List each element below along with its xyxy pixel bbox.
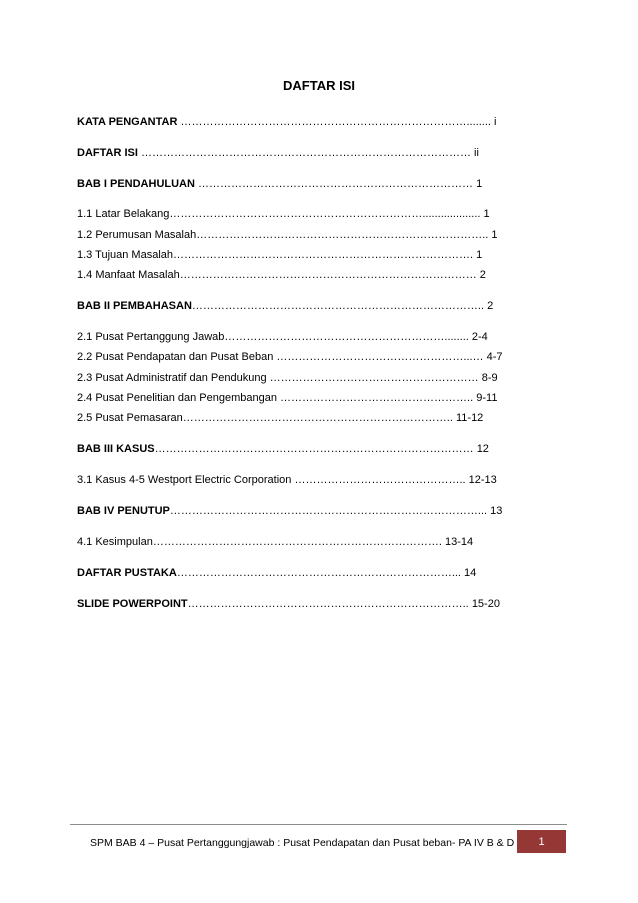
toc-entry-leader: …………………………………………………………………………... bbox=[169, 505, 488, 517]
toc-entry-page: 2 bbox=[479, 269, 486, 281]
toc-entry-page: 8-9 bbox=[481, 372, 498, 384]
toc-entry-leader: ……………………………………………………………………........ bbox=[177, 116, 491, 128]
toc-entry-label: DAFTAR PUSTAKA bbox=[77, 567, 177, 579]
toc-entry-leader: …………………………………………………………………………… bbox=[154, 443, 474, 455]
toc-entry-leader: ………………………………………………………………….. bbox=[187, 598, 469, 610]
toc-entry-page: i bbox=[494, 116, 497, 128]
toc-entry-label: SLIDE POWERPOINT bbox=[77, 598, 188, 610]
toc-entry-label: BAB II PEMBAHASAN bbox=[77, 300, 192, 312]
toc-entry bbox=[77, 566, 530, 580]
toc-entry bbox=[77, 391, 530, 405]
toc-entry-label: DAFTAR ISI bbox=[77, 147, 138, 159]
toc-entry-leader: …………………………………………………………………... bbox=[176, 567, 461, 579]
toc-entry bbox=[77, 330, 530, 344]
toc-entry bbox=[77, 248, 530, 262]
toc-entry-label: BAB IV PENUTUP bbox=[77, 505, 170, 517]
toc-entry bbox=[77, 535, 528, 549]
toc-entry-leader: ………………………………………………………………………. bbox=[173, 249, 474, 261]
toc-entry-page: 1 bbox=[476, 249, 483, 261]
toc-entry-label: 2.2 Pusat Pendapatan dan Pusat Beban bbox=[77, 351, 274, 363]
toc-entry-page: 1 bbox=[483, 208, 490, 220]
toc-entry-page: 2-4 bbox=[471, 331, 488, 343]
toc-entry-page: 12-13 bbox=[468, 474, 497, 486]
toc-entry-page: 2 bbox=[487, 300, 494, 312]
toc-entry-leader: ………………………………………………… bbox=[266, 372, 479, 384]
toc-entry bbox=[77, 504, 530, 518]
toc-entry bbox=[77, 371, 530, 385]
toc-entry-leader: ……………………………………………………………………… bbox=[179, 269, 477, 281]
footer-page-number: 1 bbox=[517, 830, 566, 853]
toc-entry-leader: ……………………………………………………………….. bbox=[182, 412, 453, 424]
toc-entry-label: 2.3 Pusat Administratif dan Pendukung bbox=[77, 372, 267, 384]
toc-entry-leader: ……………………………………………………………………………… bbox=[137, 147, 471, 159]
toc-entry-label: BAB I PENDAHULUAN bbox=[77, 178, 195, 190]
toc-entry bbox=[77, 350, 530, 364]
toc-entry-page: 1 bbox=[491, 229, 498, 241]
toc-entry-leader: ……………………………………………………………………. bbox=[152, 536, 442, 548]
toc-entry-leader: ……………………………………………………………................... bbox=[169, 208, 481, 220]
toc-entry-page: 1 bbox=[476, 178, 483, 190]
toc-entry-label: KATA PENGANTAR bbox=[77, 116, 178, 128]
footer-divider bbox=[70, 824, 567, 825]
toc-entry-page: 11-12 bbox=[455, 412, 484, 424]
toc-entry bbox=[77, 268, 530, 282]
toc-entry bbox=[77, 299, 530, 313]
toc-entry-label: 1.1 Latar Belakang bbox=[77, 208, 170, 220]
toc-entry-leader: ……………………………………….. bbox=[291, 474, 466, 486]
toc-entry-label: 1.3 Tujuan Masalah bbox=[77, 249, 174, 261]
toc-entry-label: 4.1 Kesimpulan bbox=[77, 536, 153, 548]
toc-entry-label: 1.2 Perumusan Masalah bbox=[77, 229, 197, 241]
footer-text: SPM BAB 4 – Pusat Pertanggungjawab : Pusat Pendapatan dan Pusat beban- PA IV B & D bbox=[90, 837, 515, 849]
toc-entry-leader: …………………………………………………………………….. bbox=[191, 300, 485, 312]
toc-entry-page: 15-20 bbox=[471, 598, 500, 610]
toc-entry-label: 2.1 Pusat Pertanggung Jawab bbox=[77, 331, 225, 343]
toc-entry-label: 2.5 Pusat Pemasaran bbox=[77, 412, 183, 424]
toc-entry-leader: ………………………………………………………………… bbox=[194, 178, 474, 190]
toc-entry bbox=[77, 442, 530, 456]
toc-entry-page: ii bbox=[474, 147, 479, 159]
toc-entry bbox=[77, 411, 530, 425]
toc-entry bbox=[77, 177, 530, 191]
toc-entry-leader: ……………………………………………...… bbox=[273, 351, 484, 363]
toc-entry bbox=[77, 115, 528, 129]
toc-entry bbox=[77, 146, 530, 160]
toc-entry-page: 12 bbox=[476, 443, 489, 455]
toc-entry bbox=[77, 597, 532, 611]
toc-entry bbox=[77, 473, 530, 487]
toc-entry-page: 4-7 bbox=[486, 351, 503, 363]
toc-entry-page: 14 bbox=[464, 567, 477, 579]
toc-entry-leader: …………………………………………………………………….. bbox=[196, 229, 489, 241]
toc-entry-label: 2.4 Pusat Penelitian dan Pengembangan bbox=[77, 392, 277, 404]
toc-entry-leader: …………………………………………….. bbox=[277, 392, 474, 404]
page-title: DAFTAR ISI bbox=[283, 78, 355, 93]
toc-entry-page: 13 bbox=[490, 505, 503, 517]
toc-entry-leader: ……………………………………………………........ bbox=[224, 331, 469, 343]
toc-entry-label: 3.1 Kasus 4-5 Westport Electric Corporation bbox=[77, 474, 292, 486]
toc-entry bbox=[77, 207, 530, 221]
toc-entry-page: 9-11 bbox=[476, 392, 498, 404]
toc-entry bbox=[77, 228, 530, 242]
toc-entry-label: BAB III KASUS bbox=[77, 443, 155, 455]
toc-entry-label: 1.4 Manfaat Masalah bbox=[77, 269, 180, 281]
toc-entry-page: 13-14 bbox=[444, 536, 474, 548]
